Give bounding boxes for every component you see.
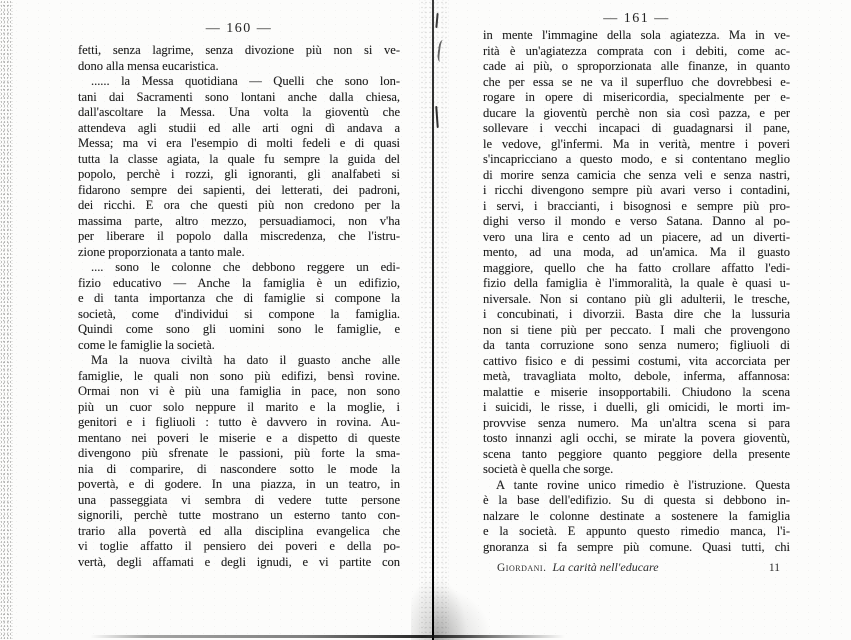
text-line: fetti, senza lagrime, senza divozione più non si ve- — [78, 43, 400, 57]
scan-noise-left-edge — [0, 0, 13, 640]
text-line: sollevare i vecchi incapaci di guadagnarsi il pane, — [483, 121, 790, 135]
text-line: famiglie, le quali non sono più edifizi, bensì rovine. — [78, 368, 400, 383]
page-number-header-right: — 161 — — [603, 11, 670, 26]
signature-number: 11 — [768, 562, 780, 574]
text-line: cade ai più, o sproporzionata alle finanze, in quanto — [483, 59, 790, 73]
footer-citation — [497, 558, 659, 576]
text-line: in mente l'immagine della sola agiatezza. Ma in ve- — [483, 28, 790, 42]
text-line: provvise senza numero. Ma un'altra scena si para — [483, 415, 790, 430]
text-line: società, come d'individui si compone la famiglia. — [78, 306, 400, 321]
text-line: malattie e miserie insopportabili. Chiudono la scena — [483, 384, 790, 399]
text-line: Ormai non vi è più una famiglia in pace, non sono — [78, 384, 400, 398]
text-line: di morire senza camicia che senza veli e senza nastri, — [483, 167, 790, 182]
text-line: è la base dell'edifizio. Su di questa si debbono in- — [483, 493, 790, 507]
text-line: vertà, degli affamati e degli ignudi, e vi partite con — [78, 554, 400, 569]
text-line: e la società. E appunto questo rimedio manca, l'i- — [483, 524, 790, 538]
text-line: tani dai Sacramenti sono lontani anche dalla chiesa, — [78, 89, 400, 104]
page-number-header-left: — 160 — — [205, 21, 273, 36]
text-line: tutta la classe agiata, la quale fu sempre la guida del — [78, 151, 400, 166]
text-line: vero una lira e cento ad un piacere, ad un diverti- — [483, 229, 790, 244]
text-line: genitori e i figliuoli : tutto è davvero in rovina. Au- — [78, 415, 400, 429]
text-line: mento, ad una moda, ad un'amica. Ma il guasto — [483, 245, 790, 259]
page-text-left — [78, 43, 400, 570]
text-line: i suicidi, le risse, i duelli, gli omicidi, le morti im- — [483, 400, 790, 414]
text-line: popolo, perchè i rozzi, gli ignoranti, gli analfabeti si — [78, 167, 400, 181]
text-line: scena tanto peggiore quanto peggiore della presente — [483, 446, 790, 461]
text-line: i servi, i braccianti, i bisognosi e sempre più pro- — [483, 198, 790, 213]
text-line: non si tiene più per peccato. I mali che provengono — [483, 322, 790, 337]
text-line: maggiore, quello che ha fatto crollare affatto l'edi- — [483, 260, 790, 275]
text-line: dighi verso il mondo e verso Satana. Danno al po- — [483, 214, 790, 228]
text-line: che per essa se ne va il superfluo che dovrebbesi e- — [483, 74, 790, 89]
text-line: vi toglie affatto il pensiero dei poveri e della po- — [78, 539, 400, 553]
text-line: trario alla povertà ed alla disciplina evangelica che — [78, 523, 400, 538]
text-line: Ma la nuova civiltà ha dato il guasto anche alle — [91, 353, 400, 367]
text-line: ducare la gioventù perchè non sia così pazza, e per — [483, 105, 790, 120]
text-line: i ricchi divengono sempre più avari verso i contadini, — [483, 183, 790, 197]
text-line: per liberare il popolo dalla miscredenza, che l'istru- — [78, 229, 400, 243]
text-line: una passeggiata vi sembra di vedere tutte persone — [78, 492, 400, 507]
text-line: metà, travagliata molto, debole, inferma, affannosa: — [483, 369, 790, 383]
text-line: .... sono le colonne che debbono reggere un edi- — [91, 260, 400, 274]
text-line: nia di comparire, di nascondere sotto le mode la — [78, 461, 400, 476]
text-line: zione proporzionata a tanto male. — [78, 244, 245, 259]
text-line: dono alla mensa eucaristica. — [78, 58, 219, 73]
text-line: gnoranza si fa sempre più comune. Quasi tutti, chi — [483, 539, 790, 554]
text-line: niversale. Non si contano più gli adulterii, le tresche, — [483, 291, 790, 306]
text-line: più un cuor solo neppure il marito e la moglie, i — [78, 399, 400, 414]
text-line: mentano nei poveri le miserie e a dispetto di queste — [78, 430, 400, 445]
text-line: Quindi come sono gli uomini sono le famiglie, e — [78, 322, 400, 336]
text-line: A tante rovine unico rimedio è l'istruzione. Questa — [496, 477, 790, 492]
text-line: come le famiglie la società. — [78, 337, 215, 352]
text-line: società è quella che sorge. — [483, 462, 614, 476]
text-line: tosto innanzi agli occhi, se mirate la povera gioventù, — [483, 431, 790, 445]
gutter-line — [432, 0, 434, 640]
text-line: nalzare le colonne destinate a sostenere la famiglia — [483, 508, 790, 523]
footer-title: La carità nell'educare — [552, 560, 659, 574]
text-line: attendeva agli studii ed alle arti ogni dì andava a — [78, 120, 400, 135]
page-text-right — [483, 28, 790, 555]
text-line: da tanta corruzione sono senza numero; figliuoli di — [483, 338, 790, 352]
text-line: s'incapricciano a questo modo, e si contentano meglio — [483, 152, 790, 166]
text-line: dall'ascoltare la Messa. Una volta la gioventù che — [78, 105, 400, 119]
text-line: i concubinati, i divorzii. Basta dire che la lussuria — [483, 307, 790, 321]
page-gutter — [419, 0, 449, 640]
text-line: ...... la Messa quotidiana — Quelli che sono lon- — [91, 74, 400, 88]
text-line: e di tanta importanza che di famiglie si compone la — [78, 291, 400, 305]
text-line: divengono più sfrenate le passioni, più forte la sma- — [78, 446, 400, 460]
text-line: signorili, perchè tutte mostrano un esterno tanto con- — [78, 508, 400, 522]
scan-bottom-line — [90, 635, 565, 638]
text-line: cattivo fisico e di pessimi costumi, vita accorciata per — [483, 353, 790, 368]
text-line: Messa; ma vi era l'esempio di molti fedeli e di quasi — [78, 136, 400, 150]
text-line: rità è un'agiatezza comprata con i debiti, come ac- — [483, 43, 790, 58]
text-line: le vedove, gl'infermi. Ma in verità, mentre i poveri — [483, 136, 790, 151]
text-line: dei ricchi. E ora che questi più non credono per la — [78, 198, 400, 212]
text-line: fizio della famiglia è l'immoralità, la quale è quasi u- — [483, 276, 790, 290]
scan-artifact — [433, 585, 493, 640]
text-line: rogare in opere di misericordia, specialmente per e- — [483, 90, 790, 104]
book-footer — [483, 558, 790, 576]
text-line: massima parte, altro mezzo, persuadiamoci, non v'ha — [78, 213, 400, 228]
text-line: fizio educativo — Anche la famiglia è un edifizio, — [78, 275, 400, 290]
footer-author: Giordani. — [497, 562, 547, 574]
text-line: fidarono sempre dei sapienti, dei letterati, dei padroni, — [78, 182, 400, 197]
text-line: povertà, e di godere. In una piazza, in un teatro, in — [78, 477, 400, 491]
